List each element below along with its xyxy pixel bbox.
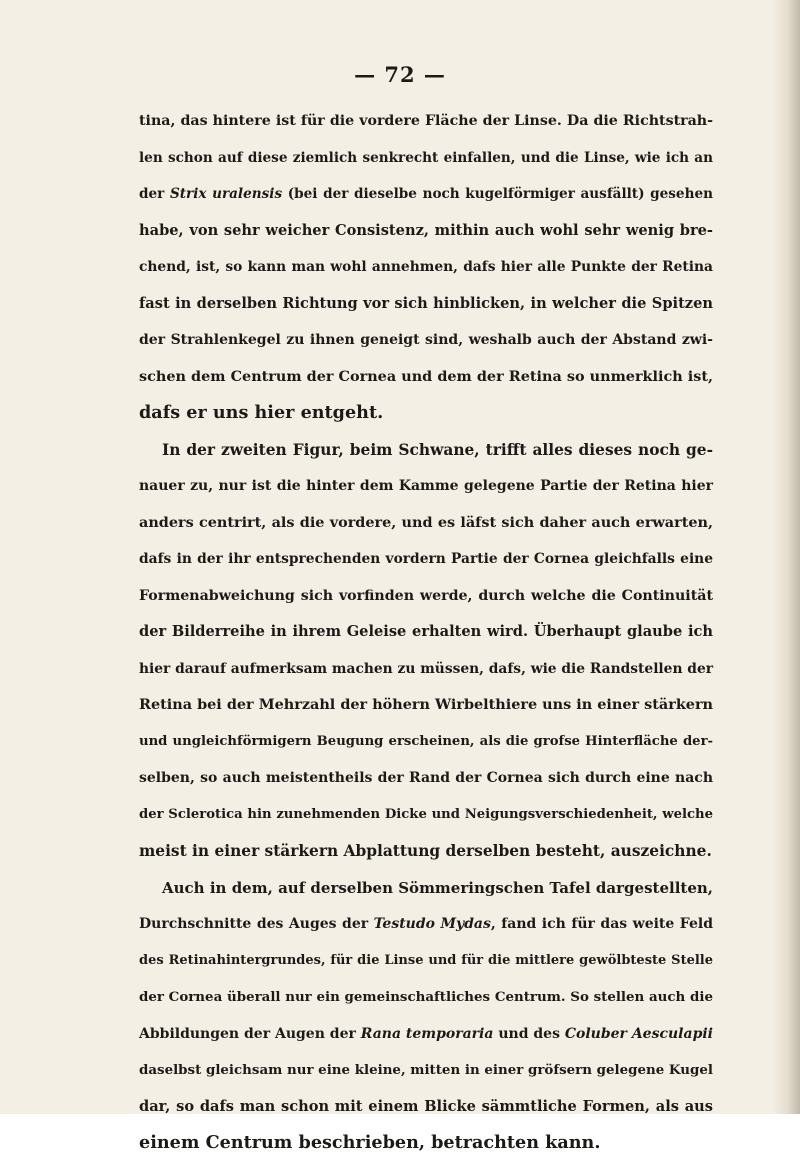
text-line: der Cornea überall nur ein gemeinschaftliches Centrum. So stellen auch die [139, 989, 713, 1005]
text-line: dafs er uns hier entgeht. [139, 402, 384, 423]
text-line: daselbst gleichsam nur eine kleine, mitten in einer gröfsern gelegene Kugel [139, 1062, 713, 1078]
text-line: len schon auf diese ziemlich senkrecht einfallen, und die Linse, wie ich an [139, 149, 713, 166]
text-line: tina, das hintere ist für die vordere Fläche der Linse. Da die Richtstrah- [139, 113, 713, 129]
body-text [139, 103, 713, 1162]
text-line: dafs in der ihr entsprechenden vordern Partie der Cornea gleichfalls eine [139, 551, 713, 567]
text-line: habe, von sehr weicher Consistenz, mithin auch wohl sehr wenig bre- [139, 221, 713, 239]
text-line: der Strahlenkegel zu ihnen geneigt sind, weshalb auch der Abstand zwi- [139, 332, 713, 348]
text-line: und ungleichförmigern Beugung erscheinen, als die grofse Hinterfläche der- [139, 733, 713, 749]
text-line: nauer zu, nur ist die hinter dem Kamme gelegene Partie der Retina hier [139, 478, 713, 494]
text-line: Auch in dem, auf derselben Sömmeringschen Tafel dargestellten, [162, 878, 713, 897]
text-line: Durchschnitte des Auges der Testudo Mydas, fand ich für das weite Feld [139, 916, 713, 932]
text-line: Formenabweichung sich vorfinden werde, durch welche die Continuität [139, 587, 713, 604]
text-line: der Bilderreihe in ihrem Geleise erhalten wird. Überhaupt glaube ich [139, 623, 713, 640]
species-name: Testudo Mydas [373, 916, 491, 932]
text-line: Retina bei der Mehrzahl der höhern Wirbelthiere uns in einer stärkern [139, 696, 713, 713]
text-line: Abbildungen der Augen der Rana temporaria und des Coluber Aesculapii [139, 1025, 713, 1042]
text-line: anders centrirt, als die vordere, und es läfst sich daher auch erwarten, [139, 513, 713, 531]
page-edge-shadow [772, 0, 800, 1114]
text-line: fast in derselben Richtung vor sich hinblicken, in welcher die Spitzen [139, 294, 713, 312]
text-line: schen dem Centrum der Cornea und dem der Retina so unmerklich ist, [139, 367, 713, 385]
text-line: der Strix uralensis (bei der dieselbe noch kugelförmiger ausfällt) gesehen [139, 186, 713, 202]
text-line: meist in einer stärkern Abplattung derselben besteht, auszeichne. [139, 842, 712, 860]
text-line: der Sclerotica hin zunehmenden Dicke und Neigungsverschiedenheit, welche [139, 806, 713, 822]
species-name: Coluber Aesculapii [564, 1025, 713, 1042]
text-line: dar, so dafs man schon mit einem Blicke sämmtliche Formen, als aus [139, 1097, 713, 1115]
text-line: des Retinahintergrundes, für die Linse und für die mittlere gewölbteste Stelle [139, 952, 713, 968]
text-line: hier darauf aufmerksam machen zu müssen, dafs, wie die Randstellen der [139, 660, 713, 677]
page-number: — 72 — [354, 62, 446, 87]
text-line: chend, ist, so kann man wohl annehmen, dafs hier alle Punkte der Retina [139, 259, 713, 275]
text-line: In der zweiten Figur, beim Schwane, trifft alles dieses noch ge- [162, 440, 713, 459]
species-name: Strix uralensis [169, 186, 283, 202]
species-name: Rana temporaria [360, 1025, 494, 1042]
text-line: selben, so auch meistentheils der Rand der Cornea sich durch eine nach [139, 770, 713, 786]
text-line: einem Centrum beschrieben, betrachten kann. [139, 1132, 601, 1153]
